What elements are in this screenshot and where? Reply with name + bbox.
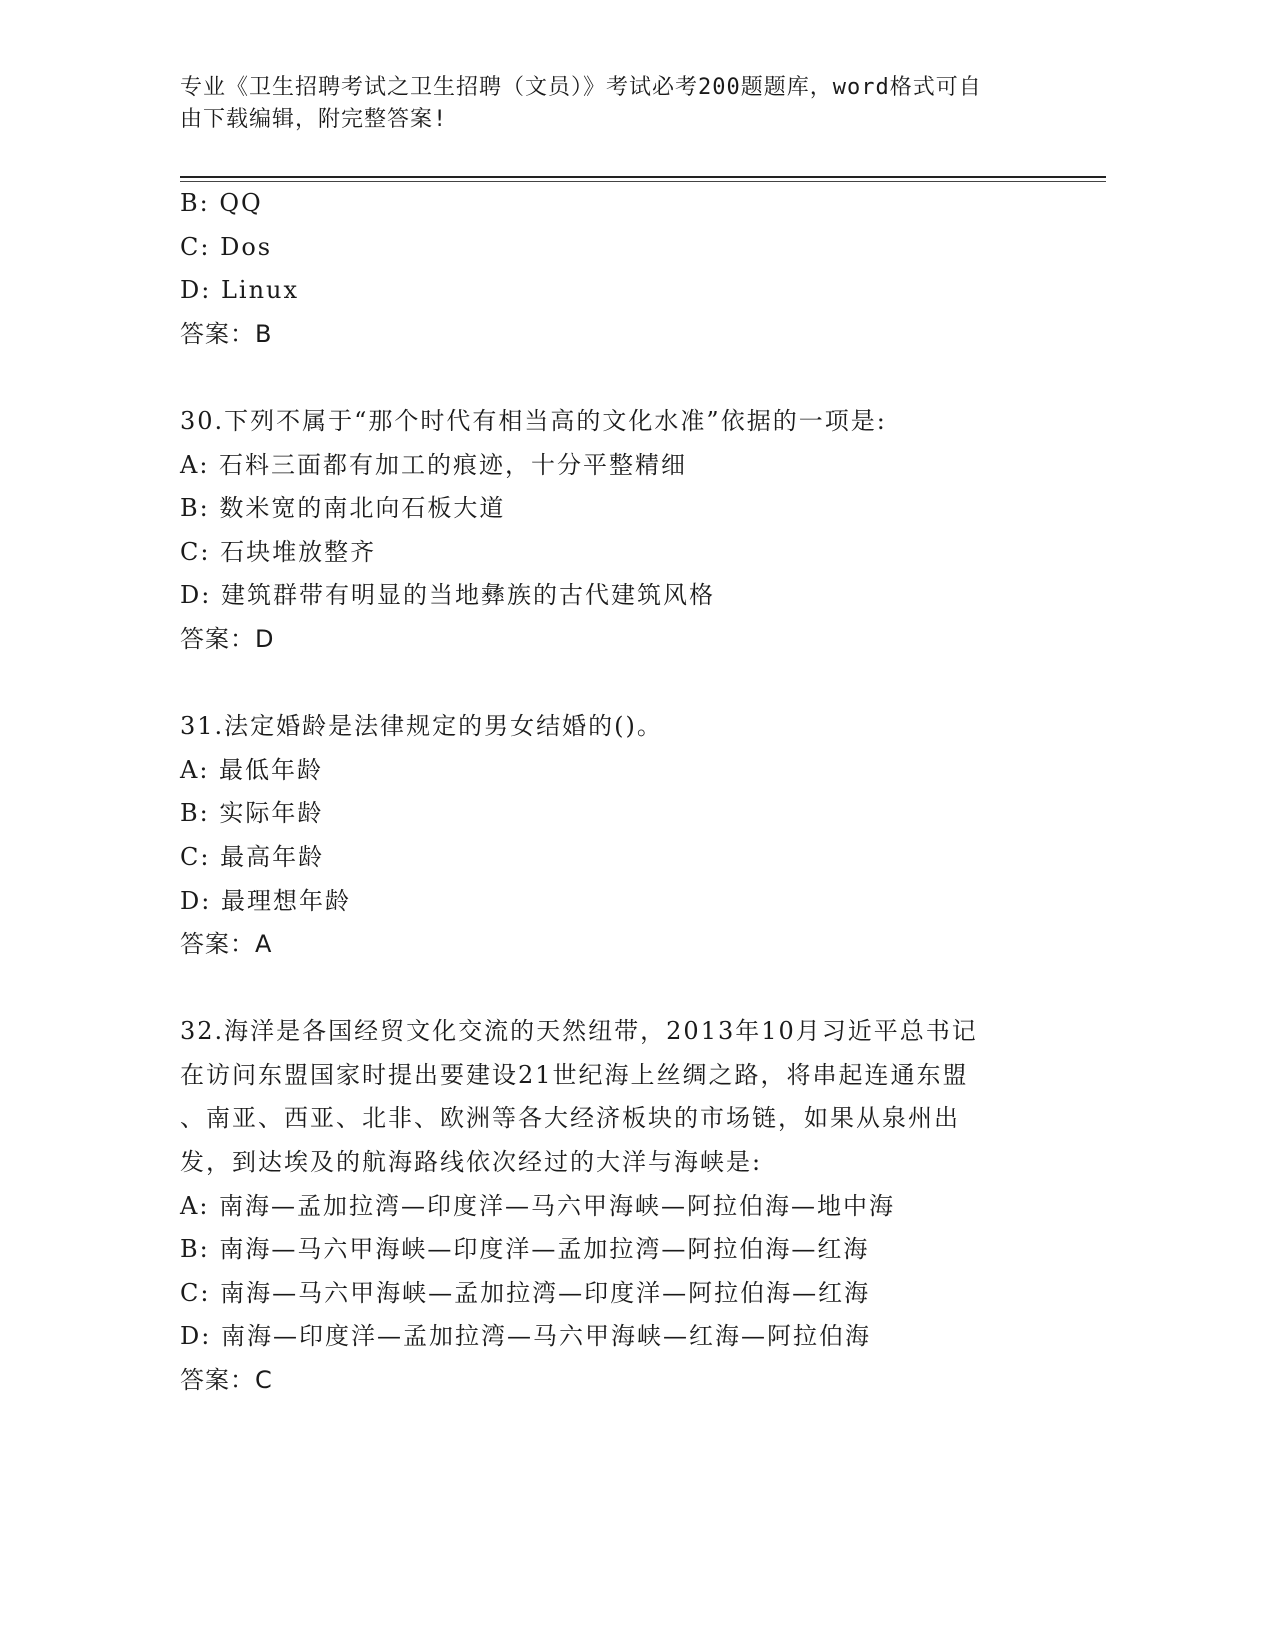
header-divider-thick (180, 176, 1106, 178)
option-c: C: 南海—马六甲海峡—孟加拉湾—印度洋—阿拉伯海—红海 (180, 1278, 871, 1307)
option-a: A: 南海—孟加拉湾—印度洋—马六甲海峡—阿拉伯海—地中海 (180, 1191, 896, 1220)
option-c: C: Dos (180, 232, 273, 261)
spacer (180, 662, 1060, 706)
option-c: C: 石块堆放整齐 (180, 537, 377, 566)
option-d: D: Linux (180, 276, 300, 305)
option-c: C: 最高年龄 (180, 842, 325, 871)
answer-label: 答案：B (180, 319, 273, 348)
answer-label: 答案：D (180, 624, 275, 653)
option-b: B: 南海—马六甲海峡—印度洋—孟加拉湾—阿拉伯海—红海 (180, 1235, 870, 1264)
header-line-1: 专业《卫生招聘考试之卫生招聘（文员）》考试必考200题题库，word格式可自 (180, 75, 982, 100)
option-b: B: QQ (180, 189, 263, 217)
spacer (180, 356, 1060, 400)
question-text-line-1: 32.海洋是各国经贸文化交流的天然纽带，2013年10月习近平总书记 (180, 1017, 978, 1046)
option-d: D: 最理想年龄 (180, 886, 351, 915)
question-32-block (180, 1010, 1060, 1402)
answer-label: 答案：C (180, 1366, 273, 1395)
question-29-block (180, 182, 1060, 356)
option-d: D: 南海—印度洋—孟加拉湾—马六甲海峡—红海—阿拉伯海 (180, 1322, 871, 1351)
question-30-block (180, 400, 1060, 662)
question-text: 31.法定婚龄是法律规定的男女结婚的()。 (180, 712, 663, 741)
question-text-line-4: 发，到达埃及的航海路线依次经过的大洋与海峡是: (180, 1148, 763, 1177)
option-d: D: 建筑群带有明显的当地彝族的古代建筑风格 (180, 581, 715, 610)
question-31-block (180, 705, 1060, 967)
spacer (180, 967, 1060, 1011)
option-a: A: 石料三面都有加工的痕迹，十分平整精细 (180, 450, 688, 479)
option-a: A: 最低年龄 (180, 755, 324, 784)
header-line-2: 由下载编辑，附完整答案! (180, 107, 448, 132)
answer-label: 答案：A (180, 930, 273, 959)
question-text-line-2: 在访问东盟国家时提出要建设21世纪海上丝绸之路，将串起连通东盟 (180, 1060, 969, 1089)
option-b: B: 实际年龄 (180, 799, 324, 828)
question-text-line-3: 、南亚、西亚、北非、欧洲等各大经济板块的市场链，如果从泉州出 (180, 1104, 960, 1133)
question-list (180, 182, 1060, 1403)
document-header (180, 72, 1060, 136)
question-text: 30.下列不属于“那个时代有相当高的文化水准”依据的一项是: (180, 406, 887, 435)
option-b: B: 数米宽的南北向石板大道 (180, 494, 506, 523)
